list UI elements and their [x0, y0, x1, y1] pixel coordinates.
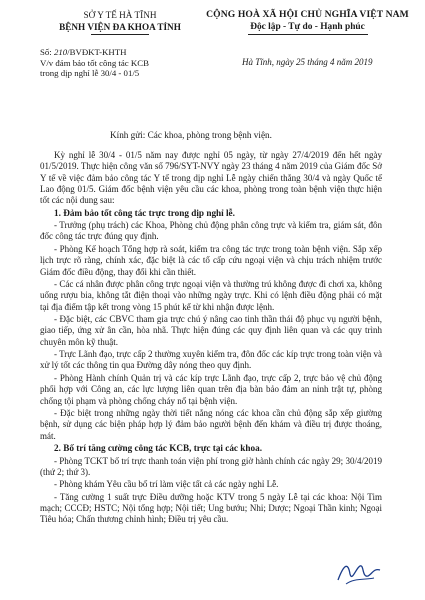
- body-paragraph: - Trực Lãnh đạo, trực cấp 2 thường xuyên kiểm tra, đôn đốc các kíp trực trong toàn viện và xử lý tốt các thông tin qua Đường dây nóng theo quy định.: [40, 349, 382, 371]
- doc-number-value: 210: [53, 47, 68, 57]
- section-heading: 2. Bố trí tăng cường công tác KCB, trực tại các khoa.: [54, 443, 263, 454]
- body-paragraph: - Các cá nhân được phân công trực ngoại viện và thường trú không được đi chơi xa, không uống rượu bia, không tắt điện thoại vào những ngày trực. Khi có lệnh điều động phải có mặt tại địa điểm tập kết trong vòng 15 phút kể từ khi nhận được lệnh.: [40, 279, 382, 312]
- body-paragraph: - Phòng TCKT bố trí trực thanh toán viện phí trong giờ hành chính các ngày 29; 30/4/2019 (thứ 2; thứ 3).: [40, 455, 382, 477]
- issuer-header: [40, 9, 200, 35]
- body-paragraph: Kỳ nghỉ lễ 30/4 - 01/5 năm nay được nghỉ 05 ngày, từ ngày 27/4/2019 đến hết ngày 01/5/2019. Thực hiện công văn số 796/SYT-NVY ngày 23 tháng 4 năm 2019 của Giám đốc Sở Y tế về việc đảm bảo công tác Y tế trong dịp nghỉ Lễ ngày chiến thắng 30/4 và ngày Quốc tế Lao động 01/5. Giám đốc bệnh viện yêu cầu các khoa, phòng trong toàn bệnh viện thực hiện tốt các nội dung sau:: [40, 150, 382, 206]
- issuer-underline: [91, 34, 149, 35]
- body-paragraph: - Đặc biệt trong những ngày thời tiết nắng nóng các khoa cần chủ động sắp xếp giường bệnh, sử dụng các biện pháp hợp lý đảm bảo người bệnh đến khám và điều trị được thoáng, mát.: [40, 408, 382, 441]
- nation-title: CỘNG HOÀ XÃ HỘI CHỦ NGHĨA VIỆT NAM: [206, 9, 409, 20]
- nation-motto: Độc lập - Tự do - Hạnh phúc: [250, 22, 365, 32]
- doc-number-prefix: Số:: [40, 47, 52, 57]
- document-subject: [40, 58, 210, 78]
- body-paragraph: - Đặc biệt, các CBVC tham gia trực chú ý nâng cao tinh thần thái độ phục vụ người bệnh, giao tiếp, ứng xử ân cần, hòa nhã. Thực hiện đúng các quy định liên quan và các quy trình chuyên môn kỹ thuật.: [40, 314, 382, 347]
- ministry-name: SỞ Y TẾ HÀ TĨNH: [83, 10, 157, 20]
- section-heading: 1. Đảm bảo tốt công tác trực trong dịp nghỉ lễ.: [54, 207, 235, 218]
- body-paragraph: - Phòng khám Yêu cầu bố trí làm việc tất cả các ngày nghỉ Lễ.: [54, 479, 279, 490]
- document-number: [40, 47, 126, 58]
- greeting: Kính gửi: Các khoa, phòng trong bệnh viện.: [110, 130, 272, 140]
- motto-underline: [248, 34, 368, 35]
- document-body: [40, 150, 382, 527]
- document-date: Hà Tĩnh, ngày 25 tháng 4 năm 2019: [242, 57, 373, 67]
- national-header: [200, 9, 415, 35]
- body-paragraph: - Trưởng (phụ trách) các Khoa, Phòng chủ động phân công trực và kiểm tra, giám sát, đôn đốc công tác trực đúng quy định.: [40, 220, 382, 242]
- subject-line-1: V/v đảm bảo tốt công tác KCB: [40, 58, 149, 68]
- body-paragraph: - Tăng cường 1 suất trực Điều dưỡng hoặc KTV trong 5 ngày Lễ tại các khoa: Nội Tim mạch; CCCĐ; HSTC; Nội tổng hợp; Nội tiết; Ung bướu; Nhi; Dược; Ngoại Thần kinh; Ngoại Tiêu hóa; Chấn thương chỉnh hình; Điều trị yêu cầu.: [40, 491, 382, 525]
- body-paragraph: - Phòng Hành chính Quản trị và các kíp trực Lãnh đạo, trực cấp 2, trực bảo vệ chủ động phối hợp với Công an, các lực lượng liên quan trên địa bàn bảo đảm an ninh trật tự, phòng chống tội phạm và phòng chống cháy nổ tại bệnh viện.: [40, 372, 382, 406]
- hospital-name: BỆNH VIỆN ĐA KHOA TỈNH: [59, 22, 181, 32]
- body-paragraph: - Phòng Kế hoạch Tổng hợp rà soát, kiểm tra công tác trực trong toàn bệnh viện. Sắp xếp lịch trực rõ ràng, chính xác, đặc biệt là các tổ cấp cứu ngoại viện và chịu trách nhiệm trước Giám đốc điều động, thay đổi khi cần thiết.: [40, 243, 382, 277]
- signature-mark: [334, 558, 384, 586]
- doc-number-suffix: /BVĐKT-KHTH: [67, 47, 127, 57]
- subject-line-2: trong dịp nghỉ lễ 30/4 - 01/5: [40, 68, 140, 78]
